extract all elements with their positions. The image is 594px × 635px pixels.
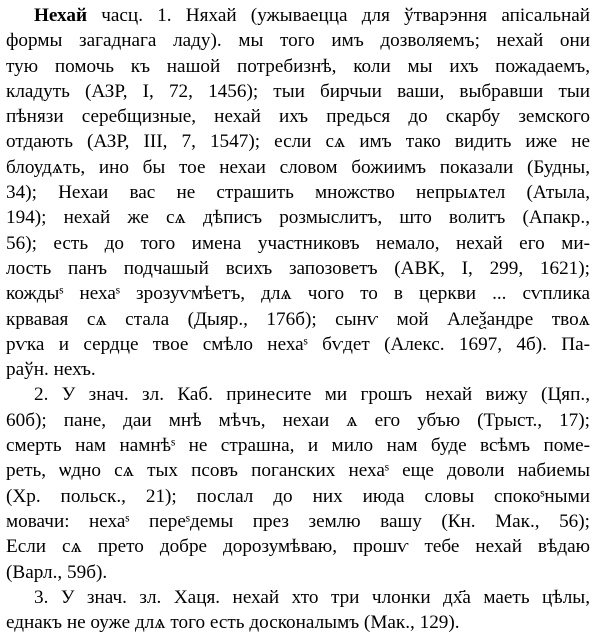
entry-line-text: часц. 1. Няхай (ужываецца для ўтварэння апісальнай [87, 5, 590, 26]
entry-line: 60б); пане, даи мнѣ мѣчъ, нехаи ѧ его убъю (Трыст., 17); [6, 409, 590, 431]
entry-line: 3. У знач. зл. Хаця. нехай хто три члонки дх҃а маеть цѣлы, [34, 586, 590, 608]
headword: Нехай [34, 5, 88, 26]
entry-line: 34); Нехаи вас не страшить множство непрыѧтел (Атыла, [6, 182, 590, 204]
entry-line: 56); есть до того имена участниковъ немало, нехай его ми- [6, 232, 590, 254]
entry-line: смерть нам намнѣˢ не страшна, и мило нам буде всѣмъ помe- [6, 435, 590, 457]
entry-line: блоудѧть, ино бы тое нехаи словом божиимъ показали (Будны, [6, 156, 590, 178]
entry-line [6, 3, 590, 28]
entry-line: Если сѧ прето добре дорозумѣваю, прошѵ тебе нехай вѣдаю [6, 536, 590, 558]
entry-line: тую помочь къ нашой потребизнѣ, коли мы ихъ пожадаемъ, [6, 55, 590, 77]
entry-line: кождыˢ нехаˢ зрозуѵмѣетъ, длѧ чого то в церкви ... сѵплика [6, 283, 590, 305]
entry-line: лость панъ подчашый всихъ запозоветъ (АВК, І, 299, 1621); [6, 257, 590, 279]
entry-line: еднакъ не оуже длѧ того есть досконалымъ (Мак., 129). [6, 612, 460, 634]
entry-line: крвавая сѧ стала (Дыяр., 176б); сынѵ мой Алеѯандре твоѧ [6, 308, 590, 330]
entry-line: формы загаднага ладу). мы того имъ дозволяемъ; нехай они [6, 30, 590, 52]
entry-line: кладуть (АЗР, І, 72, 1456); тыи бирчыи ваши, выбравши тыи [6, 80, 590, 102]
entry-line: раўн. нехъ. [6, 359, 96, 381]
entry-line: 194); нехай же сѧ дѣписъ розмыслитъ, што волитъ (Апакр., [6, 207, 590, 229]
entry-line: (Хр. польск., 21); послал до них июда словы спокоˢными [6, 485, 590, 507]
entry-line: рѵка и сердце твое смѣло нехаˢ бѵдет (Алекс. 1697, 4б). Па- [6, 333, 590, 355]
entry-line: мовачи: нехаˢ переˢдемы през землю вашу (Кн. Мак., 56); [6, 510, 590, 532]
entry-line: пѣнязи серебщизные, нехай ихъ предься до скарбу земского [6, 106, 590, 128]
entry-line: 2. У знач. зл. Каб. принесите ми грошъ нехай вижу (Цяп., [34, 384, 590, 406]
entry-line: реть, ѡдно сѧ тых псовъ поганских нехаˢ еще доволи набиемы [6, 460, 590, 482]
entry-line: (Варл., 59б). [6, 561, 108, 583]
entry-line: отдають (АЗР, III, 7, 1547); если сѧ имъ тако видить иже не [6, 131, 590, 153]
